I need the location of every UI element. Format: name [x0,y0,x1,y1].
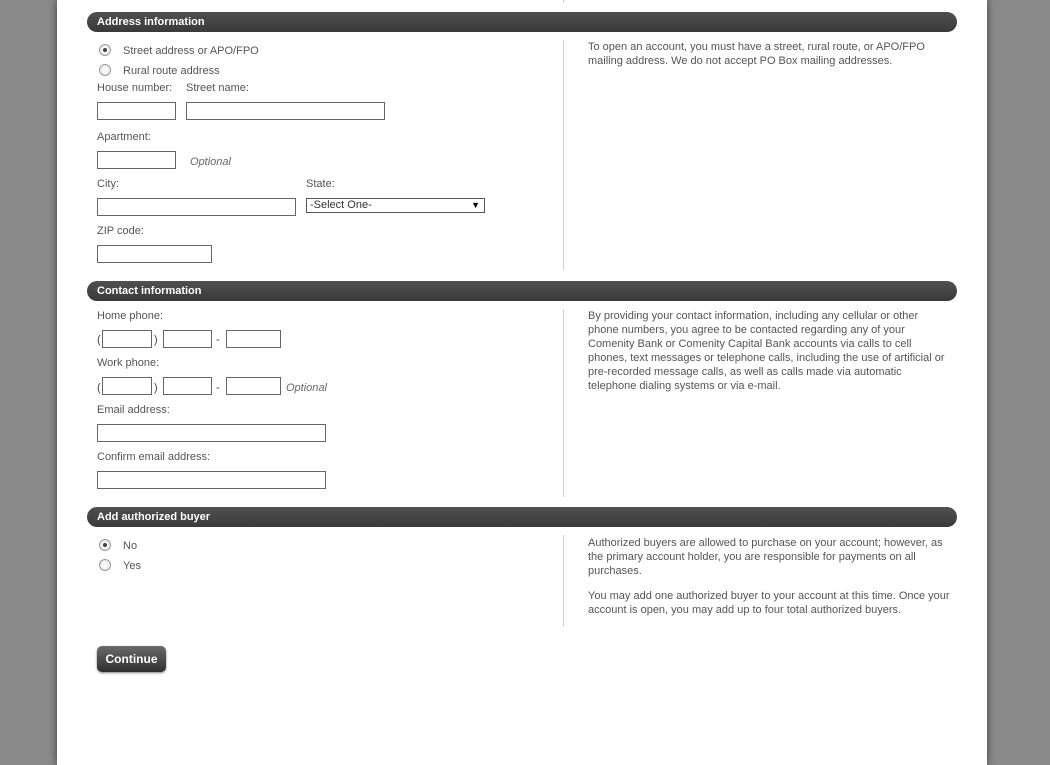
rural-route-radio[interactable] [99,64,111,76]
buyer-help-text [588,536,950,628]
contact-column-divider [563,309,564,497]
work-phone-line-input[interactable] [226,377,281,395]
work-phone-close-paren: ) [154,382,158,394]
work-phone-prefix-input[interactable] [163,377,212,395]
zip-code-input[interactable] [97,245,212,263]
apartment-optional-note: Optional [190,156,231,168]
authorized-buyer-section-header: Add authorized buyer [87,507,957,527]
address-help-text [588,40,950,79]
street-address-radio-label[interactable]: Street address or APO/FPO [123,45,259,57]
zip-code-label: ZIP code: [97,225,144,237]
buyer-help-paragraph-1: Authorized buyers are allowed to purchase on your account; however, as the primary account holder, you are responsible for payments on all purchases. [588,537,943,577]
street-address-radio[interactable] [99,44,111,56]
work-phone-open-paren: ( [97,382,101,394]
home-phone-area-code-input[interactable] [102,330,152,348]
home-phone-close-paren: ) [154,334,158,346]
home-phone-line-input[interactable] [226,330,281,348]
home-phone-label: Home phone: [97,310,164,322]
confirm-email-input[interactable] [97,471,326,489]
authorized-buyer-yes-radio[interactable] [99,559,111,571]
house-number-label: House number: [97,82,173,94]
house-number-input[interactable] [97,102,176,120]
buyer-column-divider [563,535,564,627]
rural-route-radio-label[interactable]: Rural route address [123,65,220,77]
apartment-label: Apartment: [97,131,151,143]
home-phone-open-paren: ( [97,334,101,346]
contact-help-paragraph: By providing your contact information, including any cellular or other phone numbers, you agree to be contacted regarding any of your Comenity Bank or Comenity Capital Bank accounts via calls to cell phones, text messages or telephone calls, including the use of artificial or pre-recorded message calls, as well as calls made via automatic telephone dialing systems or via e-mail. [588,310,945,392]
home-phone-prefix-input[interactable] [163,330,212,348]
work-phone-dash: - [216,382,220,394]
buyer-help-paragraph-2: You may add one authorized buyer to your account at this time. Once your account is open, you may add up to four total authorized buyers. [588,590,950,616]
continue-button[interactable]: Continue [97,646,166,672]
confirm-email-label: Confirm email address: [97,451,211,463]
street-name-label: Street name: [186,82,249,94]
dropdown-arrow-icon: ▼ [471,200,480,210]
work-phone-optional-note: Optional [286,382,327,394]
email-label: Email address: [97,404,170,416]
email-input[interactable] [97,424,326,442]
authorized-buyer-yes-label[interactable]: Yes [123,560,141,572]
state-label: State: [306,178,335,190]
street-name-input[interactable] [186,102,385,120]
address-column-divider [563,40,564,270]
authorized-buyer-no-label[interactable]: No [123,540,138,552]
work-phone-area-code-input[interactable] [102,377,152,395]
work-phone-label: Work phone: [97,357,160,369]
address-section-header: Address information [87,12,957,32]
top-divider [563,0,564,3]
city-label: City: [97,178,119,190]
home-phone-dash: - [216,334,220,346]
contact-section-header: Contact information [87,281,957,301]
state-select-value: -Select One- [310,199,372,211]
contact-help-text [588,309,950,404]
apartment-input[interactable] [97,151,176,169]
state-select[interactable] [306,198,485,213]
authorized-buyer-no-radio[interactable] [99,539,111,551]
address-help-paragraph: To open an account, you must have a street, rural route, or APO/FPO mailing address. We do not accept PO Box mailing addresses. [588,41,925,67]
city-input[interactable] [97,198,296,216]
application-form-page [57,0,987,765]
